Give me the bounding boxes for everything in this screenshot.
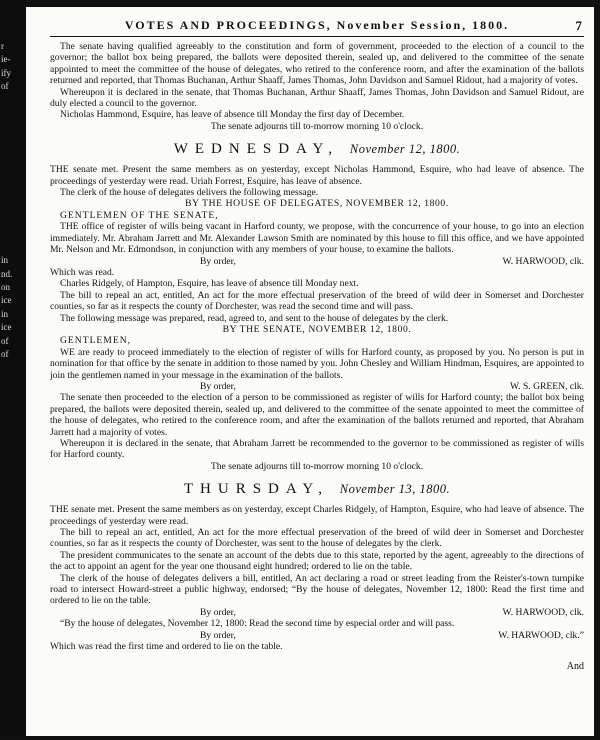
facing-fragment: ify (1, 67, 11, 78)
scan-border-top (0, 0, 600, 7)
facing-fragment: r (1, 41, 4, 51)
paragraph: Which was read. (50, 266, 115, 278)
facing-fragment: nd. (1, 268, 13, 279)
facing-fragment (1, 214, 25, 227)
signature-line (50, 256, 584, 267)
facing-fragment (1, 94, 25, 107)
signature-line (50, 381, 584, 392)
facing-fragment (1, 227, 25, 240)
signature-line (50, 630, 584, 641)
adjournment-line: The senate adjourns till to-morrow morning 10 o'clock. (210, 460, 424, 472)
facing-fragment: ice (1, 295, 12, 306)
facing-fragment (1, 120, 25, 133)
paragraph: Whereupon it is declared in the senate, that Abraham Jarrett be recommended to the governor to be commissioned as register of wills for Harford county. (50, 438, 584, 461)
facing-fragment: of (1, 335, 9, 346)
adjournment-line: The senate adjourns till to-morrow morning 10 o'clock. (210, 120, 424, 132)
facing-fragment (1, 201, 25, 214)
signature-line (50, 607, 584, 618)
paragraph: The clerk of the house of delegates delivers the following message. (60, 187, 319, 199)
facing-fragment (1, 134, 25, 147)
facing-fragment: of (1, 81, 9, 92)
facing-fragment: in (1, 255, 9, 266)
scan-border-bottom (0, 736, 600, 740)
day-name: THURSDAY, (183, 481, 329, 498)
running-head (50, 20, 584, 37)
paragraph: The following message was prepared, read, agreed to, and sent to the house of delegates by the clerk. (60, 312, 449, 324)
facing-fragment (1, 107, 25, 120)
paragraph: Nicholas Hammond, Esquire, has leave of absence till Monday the first day of December. (60, 109, 405, 121)
salutation: GENTLEMEN, (60, 335, 132, 347)
by-order: By order, (200, 606, 236, 618)
facing-fragment (1, 187, 25, 200)
message-header: BY THE HOUSE OF DELEGATES, NOVEMBER 12, 1800. (185, 198, 449, 210)
paragraph: THE senate met. Present the same members as on yesterday, except Nicholas Hammond, Esquire, who had leave of absence. The proceedings of yesterday were read. Uriah Forrest, Esquire, has leave of absence. (50, 164, 584, 187)
document-page (50, 20, 584, 736)
catchword: And (566, 660, 584, 672)
paragraph: The senate then proceeded to the election of a person to be commissioned as register of wills for Harford county; the ballot box being prepared, the ballots were deposited therein, sealed up, and delivered to the committee of the senate appointed to meet the committee of the house of delegates, who retired to the conference room, and after the examination of the ballots returned and reported, that Abraham Jarrett had a majority of votes. (50, 392, 584, 438)
day-date: November 12, 1800. (349, 142, 461, 157)
by-order: By order, (200, 629, 236, 641)
facing-fragment: in (1, 308, 9, 319)
paragraph: The bill to repeal an act, entitled, An act for the more effectual preservation of the breed of wild deer in Somerset and Dorchester counties, so far as it respects the county of Dorchester, was read the second time and will pass. (50, 289, 584, 313)
facing-page-margin (1, 40, 25, 361)
paragraph: Charles Ridgely, of Hampton, Esquire, has leave of absence till Monday next. (60, 278, 359, 290)
scan-border-right (594, 0, 600, 740)
day-heading-thursday (50, 480, 584, 498)
facing-fragment: of (1, 348, 9, 359)
by-order: By order, (200, 380, 236, 392)
facing-fragment: ice (1, 322, 12, 333)
paragraph: WE are ready to proceed immediately to the election of register of wills for Harford county, as proposed by you. No person is put in nomination for that office by the senate in addition to those named by you. John Chesley and William Hindman, Esquires, are appointed to join the gentlemen named in your message in the examination of the ballots. (50, 346, 584, 381)
clerk-signature: W. HARWOOD, clk.” (498, 629, 584, 641)
clerk-signature: W. HARWOOD, clk. (502, 255, 584, 267)
facing-fragment (1, 241, 25, 254)
paragraph: THE office of register of wills being vacant in Harford county, we propose, with the concurrence of your house, to go into an election immediately. Mr. Abraham Jarrett and Mr. Alexander Lawson Smith are nominated by this house to fill this office, and we have appointed Mr. Nelson and Mr. Edmondson, in conjunction with any members of your house, to examine the ballots. (50, 221, 584, 256)
facing-fragment: ie- (1, 54, 11, 65)
paragraph: The clerk of the house of delegates delivers a bill, entitled, An act declaring a road or street leading from the Reister's-town turnpike road to intersect Howard-street a public highway, endorsed; “By the house of delegates, November 12, 1800: Read the first time and ordered to lie on the table. (50, 572, 584, 607)
facing-fragment (1, 147, 25, 160)
page-number: 7 (575, 20, 584, 33)
day-date: November 13, 1800. (339, 482, 451, 497)
clerk-signature: W. S. GREEN, clk. (510, 380, 584, 392)
paragraph: Whereupon it is declared in the senate, that Thomas Buchanan, Arthur Shaaff, James Thomas, John Davidson and Samuel Ridout, are duly elected a council to the governor. (50, 86, 584, 110)
clerk-signature: W. HARWOOD, clk. (502, 606, 584, 618)
paragraph: Which was read the first time and ordered to lie on the table. (50, 641, 283, 653)
paragraph: THE senate met. Present the same members as on yesterday, except Charles Ridgely, of Hampton, Esquire, who had leave of absence. The proceedings of yesterday were read. (50, 504, 584, 527)
by-order: By order, (200, 255, 236, 267)
running-head-title: VOTES AND PROCEEDINGS, November Session, 1800. (124, 20, 510, 32)
message-header: BY THE SENATE, NOVEMBER 12, 1800. (222, 323, 412, 335)
facing-fragment: on (1, 282, 10, 293)
facing-fragment (1, 161, 25, 174)
paragraph: The bill to repeal an act, entitled, An act for the more effectual preservation of the breed of wild deer in Somerset and Dorchester counties, so far as it respects the county of Dorchester, was sent to the house of delegates by the clerk. (50, 527, 584, 550)
paragraph: “By the house of delegates, November 12, 1800: Read the second time by especial order and will pass. (60, 618, 455, 630)
day-heading-wednesday (50, 140, 584, 158)
day-name: WEDNESDAY, (173, 141, 340, 158)
paragraph: The senate having qualified agreeably to the constitution and form of government, proceeded to the election of a council to the governor; the ballot box being prepared, the ballots were deposited therein, sealed up, and delivered to the committee of the senate appointed to meet the committee of the house of delegates, who retired to the conference room, and after the examination of the ballots returned and reported, that Thomas Buchanan, Arthur Shaaff, James Thomas, John Davidson and Samuel Ridout, had a majority of votes. (50, 41, 584, 87)
facing-fragment (1, 174, 25, 187)
paragraph: The president communicates to the senate an account of the debts due to this state, reported by the agent, agreeably to the directions of the act to appoint an agent for the year one thousand eight hundred; ordered to lie on the table. (50, 549, 584, 573)
salutation: GENTLEMEN OF THE SENATE, (60, 209, 219, 221)
